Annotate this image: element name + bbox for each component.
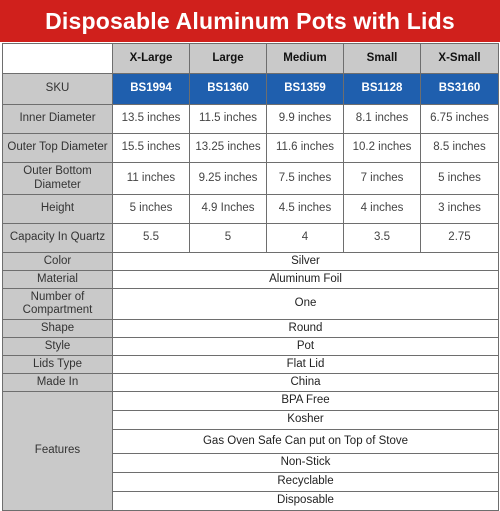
value-cell: 4.5 inches	[267, 195, 344, 224]
table-row-capacity	[3, 224, 499, 253]
row-label: Outer Bottom Diameter	[3, 163, 113, 195]
value-cell: 4 inches	[344, 195, 421, 224]
spec-table	[2, 43, 499, 511]
table-row-outer-top-diameter	[3, 134, 499, 163]
table-row-made-in	[3, 374, 499, 392]
size-header-xsmall: X-Small	[421, 44, 499, 74]
shared-value-cell: Flat Lid	[113, 356, 499, 374]
sku-cell: BS1359	[267, 74, 344, 105]
row-label: Shape	[3, 320, 113, 338]
table-row-color	[3, 253, 499, 271]
feature-cell: Recyclable	[113, 473, 499, 492]
value-cell: 3 inches	[421, 195, 499, 224]
feature-cell: Gas Oven Safe Can put on Top of Stove	[113, 430, 499, 454]
value-cell: 5.5	[113, 224, 190, 253]
value-cell: 13.25 inches	[190, 134, 267, 163]
value-cell: 7 inches	[344, 163, 421, 195]
table-row-shape	[3, 320, 499, 338]
row-label: Color	[3, 253, 113, 271]
sku-cell: BS1128	[344, 74, 421, 105]
value-cell: 7.5 inches	[267, 163, 344, 195]
value-cell: 3.5	[344, 224, 421, 253]
value-cell: 10.2 inches	[344, 134, 421, 163]
feature-cell: Kosher	[113, 411, 499, 430]
table-row-lids-type	[3, 356, 499, 374]
row-label: Lids Type	[3, 356, 113, 374]
row-label: Made In	[3, 374, 113, 392]
row-label: Inner Diameter	[3, 105, 113, 134]
table-row-material	[3, 271, 499, 289]
shared-value-cell: Round	[113, 320, 499, 338]
row-label: Number of Compartment	[3, 289, 113, 320]
value-cell: 6.75 inches	[421, 105, 499, 134]
value-cell: 8.5 inches	[421, 134, 499, 163]
value-cell: 5 inches	[113, 195, 190, 224]
table-row-compartment	[3, 289, 499, 320]
table-row-feature	[3, 392, 499, 411]
value-cell: 9.9 inches	[267, 105, 344, 134]
row-label: Style	[3, 338, 113, 356]
row-label: Material	[3, 271, 113, 289]
feature-cell: BPA Free	[113, 392, 499, 411]
size-header-small: Small	[344, 44, 421, 74]
shared-value-cell: Silver	[113, 253, 499, 271]
sku-cell: BS1360	[190, 74, 267, 105]
value-cell: 4	[267, 224, 344, 253]
page-title: Disposable Aluminum Pots with Lids	[0, 0, 500, 42]
value-cell: 4.9 Inches	[190, 195, 267, 224]
table-row-sku	[3, 74, 499, 105]
value-cell: 13.5 inches	[113, 105, 190, 134]
row-label: SKU	[3, 74, 113, 105]
header-corner	[3, 44, 113, 74]
size-header-large: Large	[190, 44, 267, 74]
value-cell: 2.75	[421, 224, 499, 253]
table-row-outer-bottom-diameter	[3, 163, 499, 195]
table-row-height	[3, 195, 499, 224]
value-cell: 8.1 inches	[344, 105, 421, 134]
sku-cell: BS3160	[421, 74, 499, 105]
table-row-inner-diameter	[3, 105, 499, 134]
value-cell: 5	[190, 224, 267, 253]
value-cell: 11.5 inches	[190, 105, 267, 134]
shared-value-cell: China	[113, 374, 499, 392]
size-header-xlarge: X-Large	[113, 44, 190, 74]
row-label: Capacity In Quartz	[3, 224, 113, 253]
value-cell: 5 inches	[421, 163, 499, 195]
row-label: Outer Top Diameter	[3, 134, 113, 163]
value-cell: 11 inches	[113, 163, 190, 195]
value-cell: 11.6 inches	[267, 134, 344, 163]
shared-value-cell: Aluminum Foil	[113, 271, 499, 289]
size-header-medium: Medium	[267, 44, 344, 74]
feature-cell: Non-Stick	[113, 454, 499, 473]
value-cell: 9.25 inches	[190, 163, 267, 195]
table-row-style	[3, 338, 499, 356]
value-cell: 15.5 inches	[113, 134, 190, 163]
shared-value-cell: One	[113, 289, 499, 320]
feature-cell: Disposable	[113, 492, 499, 511]
sku-cell: BS1994	[113, 74, 190, 105]
size-header-row	[3, 44, 499, 74]
shared-value-cell: Pot	[113, 338, 499, 356]
row-label: Height	[3, 195, 113, 224]
features-label: Features	[3, 392, 113, 511]
